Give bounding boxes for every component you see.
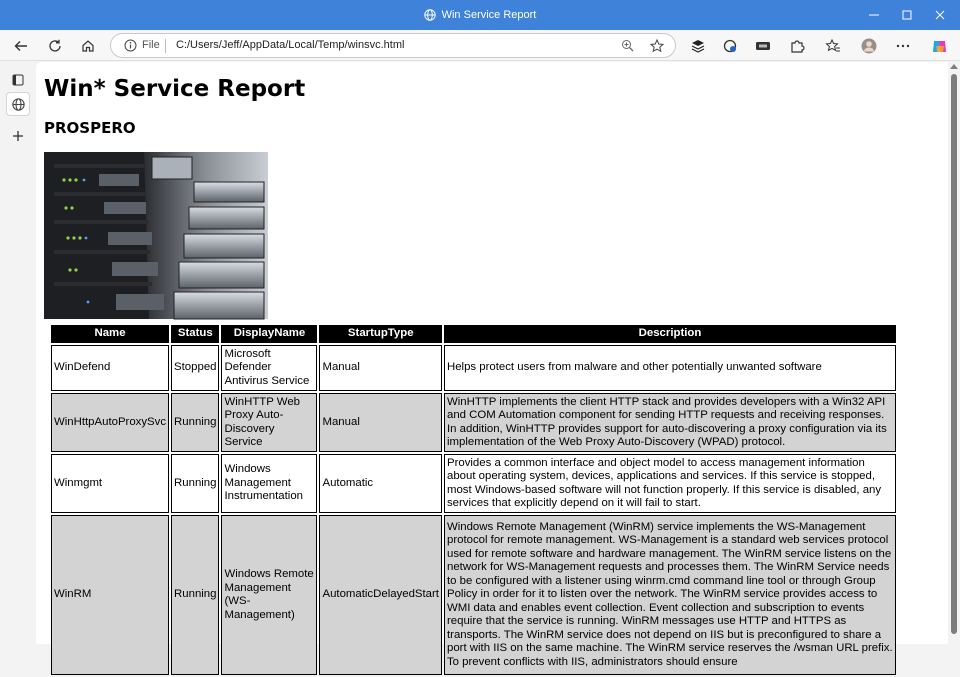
scroll-up-arrow[interactable] [950,64,958,69]
copilot-icon [931,38,948,55]
cell-display-name: Windows Remote Management (WS-Management) [221,515,317,675]
server-rack-illustration [44,152,268,319]
title-bar [0,0,960,30]
service-table [49,323,898,677]
new-tab-button[interactable] [6,124,30,148]
favorites-icon [826,39,841,53]
refresh-button[interactable] [42,33,68,59]
vertical-scrollbar[interactable] [948,62,960,644]
favorite-star-icon[interactable] [650,39,664,53]
extensions-button[interactable] [784,33,810,59]
maximize-button[interactable] [891,0,923,30]
back-arrow-icon [14,39,28,53]
scrollbar-thumb[interactable] [951,74,957,634]
globe-icon [424,9,436,21]
cell-name: WinHttpAutoProxySvc [51,393,169,452]
scheme-label: File [142,39,160,51]
maximize-icon [902,10,912,20]
header-startup-type: StartupType [319,325,442,343]
cell-display-name: WinHTTP Web Proxy Auto-Discovery Service [221,393,317,452]
page-title: Win* Service Report [44,76,306,102]
cell-status: Stopped [171,345,219,391]
table-header-row [51,325,896,343]
table-row [51,345,896,391]
home-button[interactable] [75,33,101,59]
profile-button[interactable] [856,33,882,59]
cell-name: WinRM [51,515,169,675]
cell-description: WinHTTP implements the client HTTP stack and provides developers with a Win32 API and COM Automation component for sending HTTP requests and receiving responses. In addition, WinHTTP provides support for auto-discovering a proxy configuration via its implementation of the Web Proxy Auto-Discovery (WPAD) protocol. [444,393,896,452]
extension-badge-button[interactable] [750,33,776,59]
globe-icon [12,98,25,111]
tabs-icon [12,74,24,86]
info-icon[interactable] [124,39,137,52]
cell-status: Running [171,515,219,675]
cell-description: Helps protect users from malware and other potentially unwanted software [444,345,896,391]
ellipsis-icon [896,44,910,48]
header-status: Status [171,325,219,343]
computer-name-heading: PROSPERO [44,119,136,137]
cell-display-name: Microsoft Defender Antivirus Service [221,345,317,391]
vertical-tab-strip [0,62,36,644]
cell-description: Provides a common interface and object model to access management information about operating system, devices, applications and services. If this service is stopped, most Windows-based software will not function properly. If this service is disabled, any services that explicitly depend on it will fail to start. [444,454,896,513]
puzzle-icon [790,39,804,53]
address-bar[interactable] [110,33,676,58]
layers-icon [691,39,705,53]
back-button[interactable] [8,33,34,59]
cell-startup-type: Automatic [319,454,442,513]
table-row [51,515,896,675]
zoom-icon[interactable] [621,39,634,52]
window-title-text: Win Service Report [441,9,537,21]
more-menu-button[interactable] [890,33,916,59]
close-button[interactable] [924,0,956,30]
copilot-button[interactable] [926,33,952,59]
page-content [36,62,948,668]
cell-description: Windows Remote Management (WinRM) service implements the WS-Management protocol for remote management. WS-Management is a standard web services protocol used for remote software and hardware management. The WinRM service listens on the network for WS-Management requests and processes them. The WinRM Service needs to be configured with a listener using winrm.cmd command line tool or through Group Policy in order for it to listen over the network. The WinRM service provides access to WMI data and enables event collection. Event collection and subscription to events require that the service is running. WinRM messages use HTTP and HTTPS as transports. The WinRM service does not depend on IIS but is preconfigured to share a port with IIS on the same machine. The WinRM service reserves the /wsman URL prefix. To prevent conflicts with IIS, administrators should ensure [444,515,896,675]
cell-name: Winmgmt [51,454,169,513]
cell-startup-type: Manual [319,345,442,391]
address-separator [165,39,166,53]
extension-layers-button[interactable] [685,33,711,59]
server-rack-image [44,152,268,319]
avatar-icon [861,38,877,54]
plus-icon [12,130,24,142]
window-title [0,0,960,30]
extension-shield-button[interactable] [717,33,743,59]
url-text[interactable]: C:/Users/Jeff/AppData/Local/Temp/winsvc.html [176,39,405,51]
cell-startup-type: Manual [319,393,442,452]
table-row [51,393,896,452]
tab-actions-button[interactable] [6,68,30,92]
home-icon [81,39,95,53]
header-description: Description [444,325,896,343]
browser-toolbar [0,30,960,61]
header-display-name: DisplayName [221,325,317,343]
shield-extension-icon [723,39,737,53]
refresh-icon [48,39,62,53]
favorites-button[interactable] [820,33,846,59]
cell-name: WinDefend [51,345,169,391]
cell-status: Running [171,454,219,513]
cell-status: Running [171,393,219,452]
badge-extension-icon [755,39,771,53]
minimize-button[interactable] [858,0,890,30]
minimize-icon [869,10,879,20]
cell-display-name: Windows Management Instrumentation [221,454,317,513]
tab-winsvc[interactable] [6,92,30,116]
cell-startup-type: AutomaticDelayedStart [319,515,442,675]
header-name: Name [51,325,169,343]
close-icon [935,10,945,20]
table-row [51,454,896,513]
